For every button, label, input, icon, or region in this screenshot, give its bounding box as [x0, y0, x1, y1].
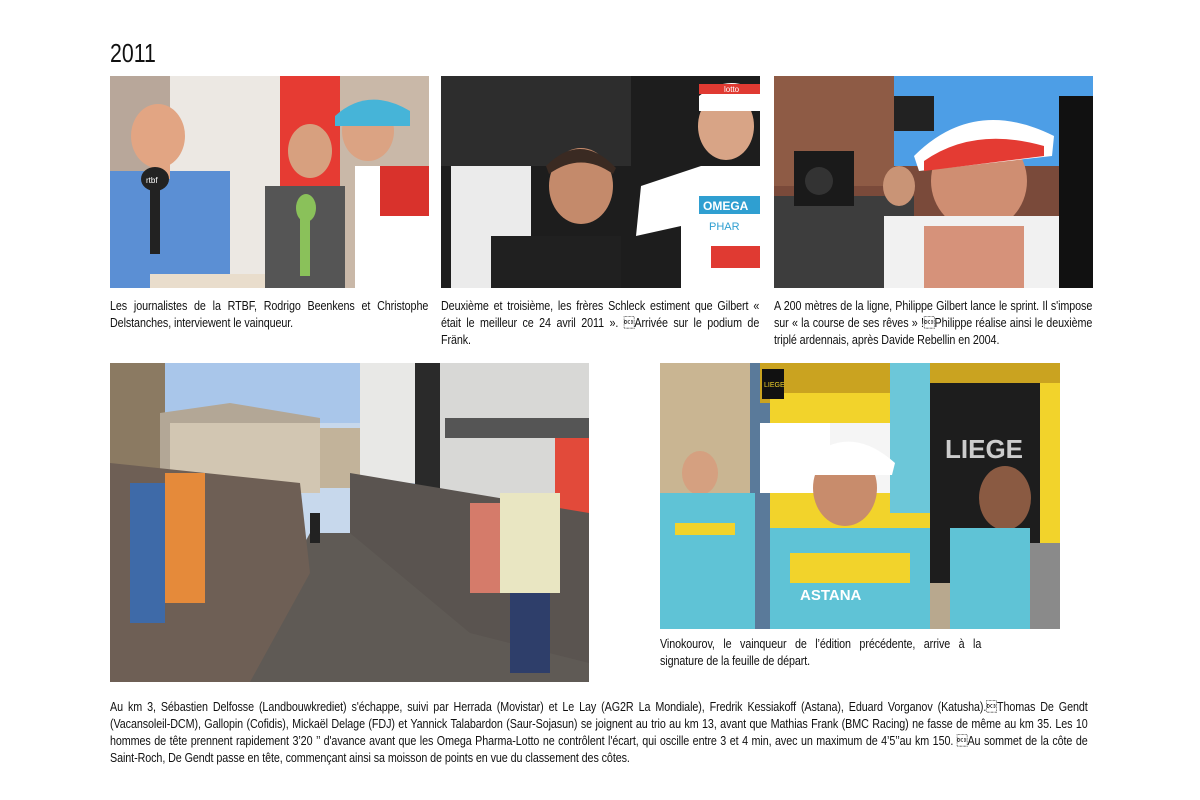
race-summary-text: Au km 3, Sébastien Delfosse (Landbouwkrediet) s'échappe, suivi par Herrada (Movistar) et Le Lay (AG2R La Mondiale), Fredrik Kessiakoff (Astana), Eduard Vorganov (Katusha).Thomas De Gendt (Vacansoleil-DCM), Gallopin (Cofidis), Mickaël Delage (FDJ) et Yannick Talabardon (Saur-Sojasun) se joignent au trio au km 13, avant que Mathias Frank (BMC Racing) ne fasse de même au km 35. Les 10 hommes de tête prennent rapidement 3’20 ’’ d'avance avant que les Omega Pharma-Lotto ne contrôlent l'écart, qui oscille entre 3 et 4 min, avec un maximum de 4’5’’au km 150. Au sommet de la côte de Saint-Roch, De Gendt passe en tête, commençant ainsi sa moisson de points en vue du classement des côtes.: [110, 700, 1088, 765]
photo-gilbert-celebration: [774, 76, 1093, 288]
liege-sign-text: LIEGE: [945, 434, 1024, 464]
photo-spectators-road: [110, 363, 589, 682]
photo-rtbf-interview: [110, 76, 429, 288]
photo-schleck-podium: [441, 76, 760, 288]
astana-jersey-text: ASTANA: [800, 587, 862, 604]
pharma-jersey-text: PHAR: [709, 221, 740, 233]
caption-schleck-podium: Deuxième et troisième, les frères Schleck estiment que Gilbert « était le meilleur ce 24 avril 2011 ». Arrivée sur le podium de Fränk.: [441, 299, 760, 347]
page-year: 2011: [110, 38, 156, 68]
rtbf-mic-logo: rtbf: [146, 176, 158, 185]
caption-vinokourov-signature: Vinokourov, le vainqueur de l’édition précédente, arrive à la signature de la feuille de départ.: [660, 637, 982, 668]
caption-rtbf-interview: Les journalistes de la RTBF, Rodrigo Beenkens et Christophe Delstanches, interviewent le vainqueur.: [110, 299, 429, 330]
lotto-cap-text: lotto: [724, 85, 740, 94]
liege-banner-text: LIEGE: [764, 382, 785, 389]
photo-astana-signature: [660, 363, 1060, 629]
omega-jersey-text: OMEGA: [703, 199, 749, 213]
caption-gilbert-sprint: A 200 mètres de la ligne, Philippe Gilbert lance le sprint. Il s'impose sur « la course de ses rêves » !Philippe réalise ainsi le deuxième triplé ardennais, après Davide Rebellin en 2004.: [774, 299, 1093, 347]
